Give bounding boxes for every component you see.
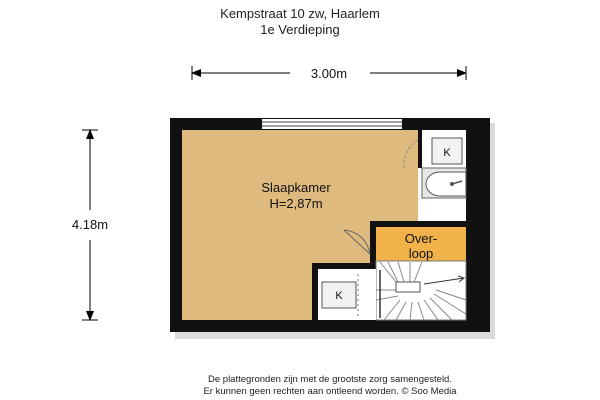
height-dimension bbox=[72, 130, 108, 320]
address-title: Kempstraat 10 zw, Haarlem bbox=[220, 6, 380, 21]
window-top bbox=[262, 119, 402, 129]
height-label: 4.18m bbox=[71, 217, 109, 232]
bedroom-label: Slaapkamer bbox=[261, 180, 331, 195]
disclaimer-line-1: De plattegronden zijn met de grootste zorg samengesteld. bbox=[208, 374, 452, 385]
bedroom-height-label: H=2,87m bbox=[269, 196, 323, 211]
washbasin bbox=[426, 172, 466, 196]
closet-bottom-label: K bbox=[335, 290, 343, 302]
closet-top-label: K bbox=[443, 147, 451, 159]
floor-title: 1e Verdieping bbox=[260, 22, 340, 37]
landing-label-1: Over- bbox=[404, 231, 438, 246]
landing-label-2: loop bbox=[408, 246, 434, 261]
disclaimer-line-2: Er kunnen geen rechten aan ontleend worden. © Soo Media bbox=[203, 386, 457, 397]
width-dimension bbox=[192, 66, 466, 81]
width-label: 3.00m bbox=[310, 66, 348, 81]
